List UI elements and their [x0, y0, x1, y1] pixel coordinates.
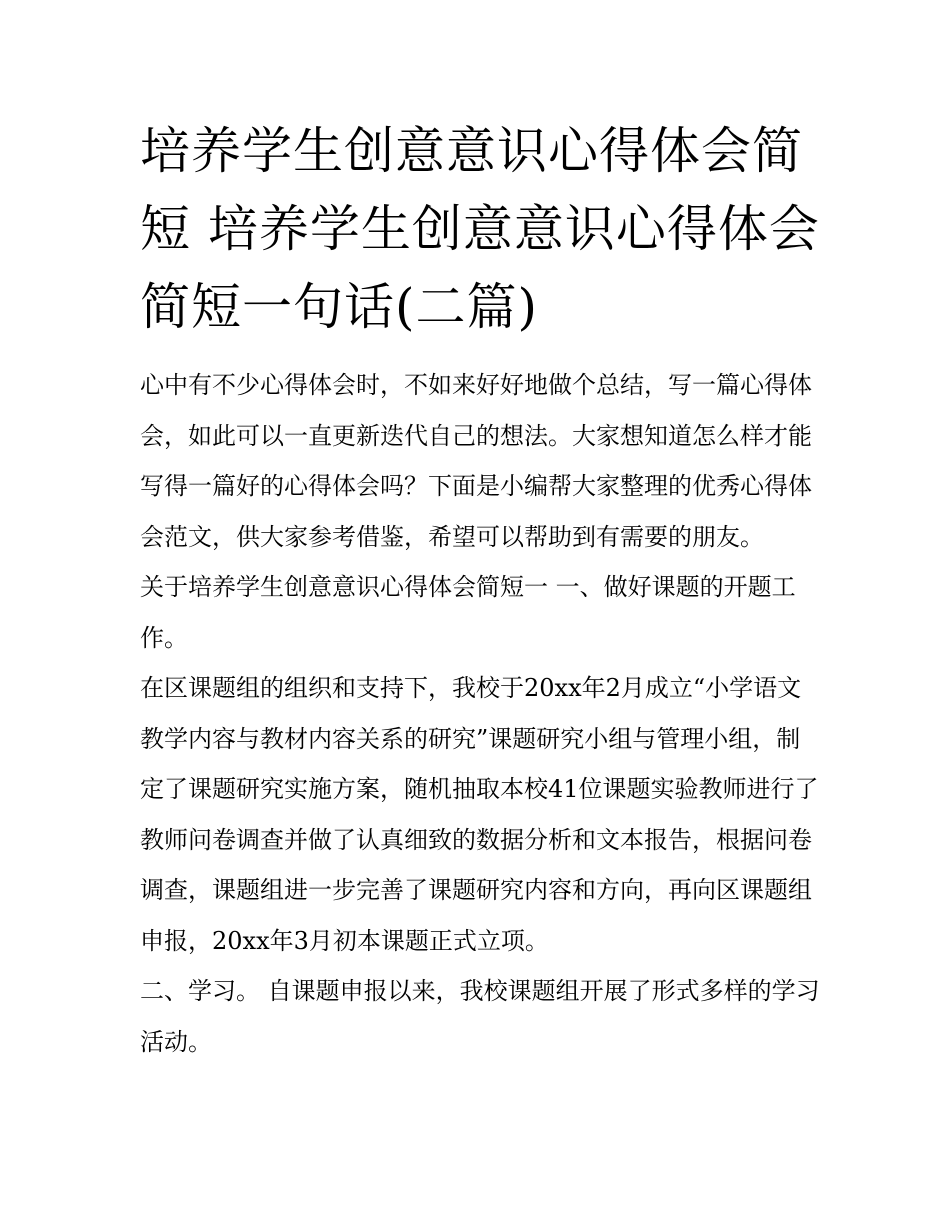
- document-title: 培养学生创意意识心得体会简短 培养学生创意意识心得体会简短一句话(二篇): [140, 122, 820, 336]
- paragraph-section-two: 二、学习。 自课题申报以来，我校课题组开展了形式多样的学习活动。: [140, 977, 820, 1056]
- paragraph-intro: 心中有不少心得体会时，不如来好好地做个总结，写一篇心得体会，如此可以一直更新迭代自己的想法。大家想知道怎么样才能写得一篇好的心得体会吗？下面是小编帮大家整理的优秀心得体会范文，供大家参考借鉴，希望可以帮助到有需要的朋友。: [140, 371, 812, 551]
- paragraph-section-one: 关于培养学生创意意识心得体会简短一 一、做好课题的开题工作。: [140, 573, 796, 652]
- document-body: [140, 360, 820, 1067]
- paragraph-project-setup: 在区课题组的组织和支持下，我校于20xx年2月成立“小学语文教学内容与教材内容关系的研究”课题研究小组与管理小组，制定了课题研究实施方案，随机抽取本校41位课题实验教师进行了教师问卷调查并做了认真细致的数据分析和文本报告，根据问卷调查，课题组进一步完善了课题研究内容和方向，再向区课题组申报，20xx年3月初本课题正式立项。: [140, 674, 819, 955]
- document-page: [140, 112, 820, 1067]
